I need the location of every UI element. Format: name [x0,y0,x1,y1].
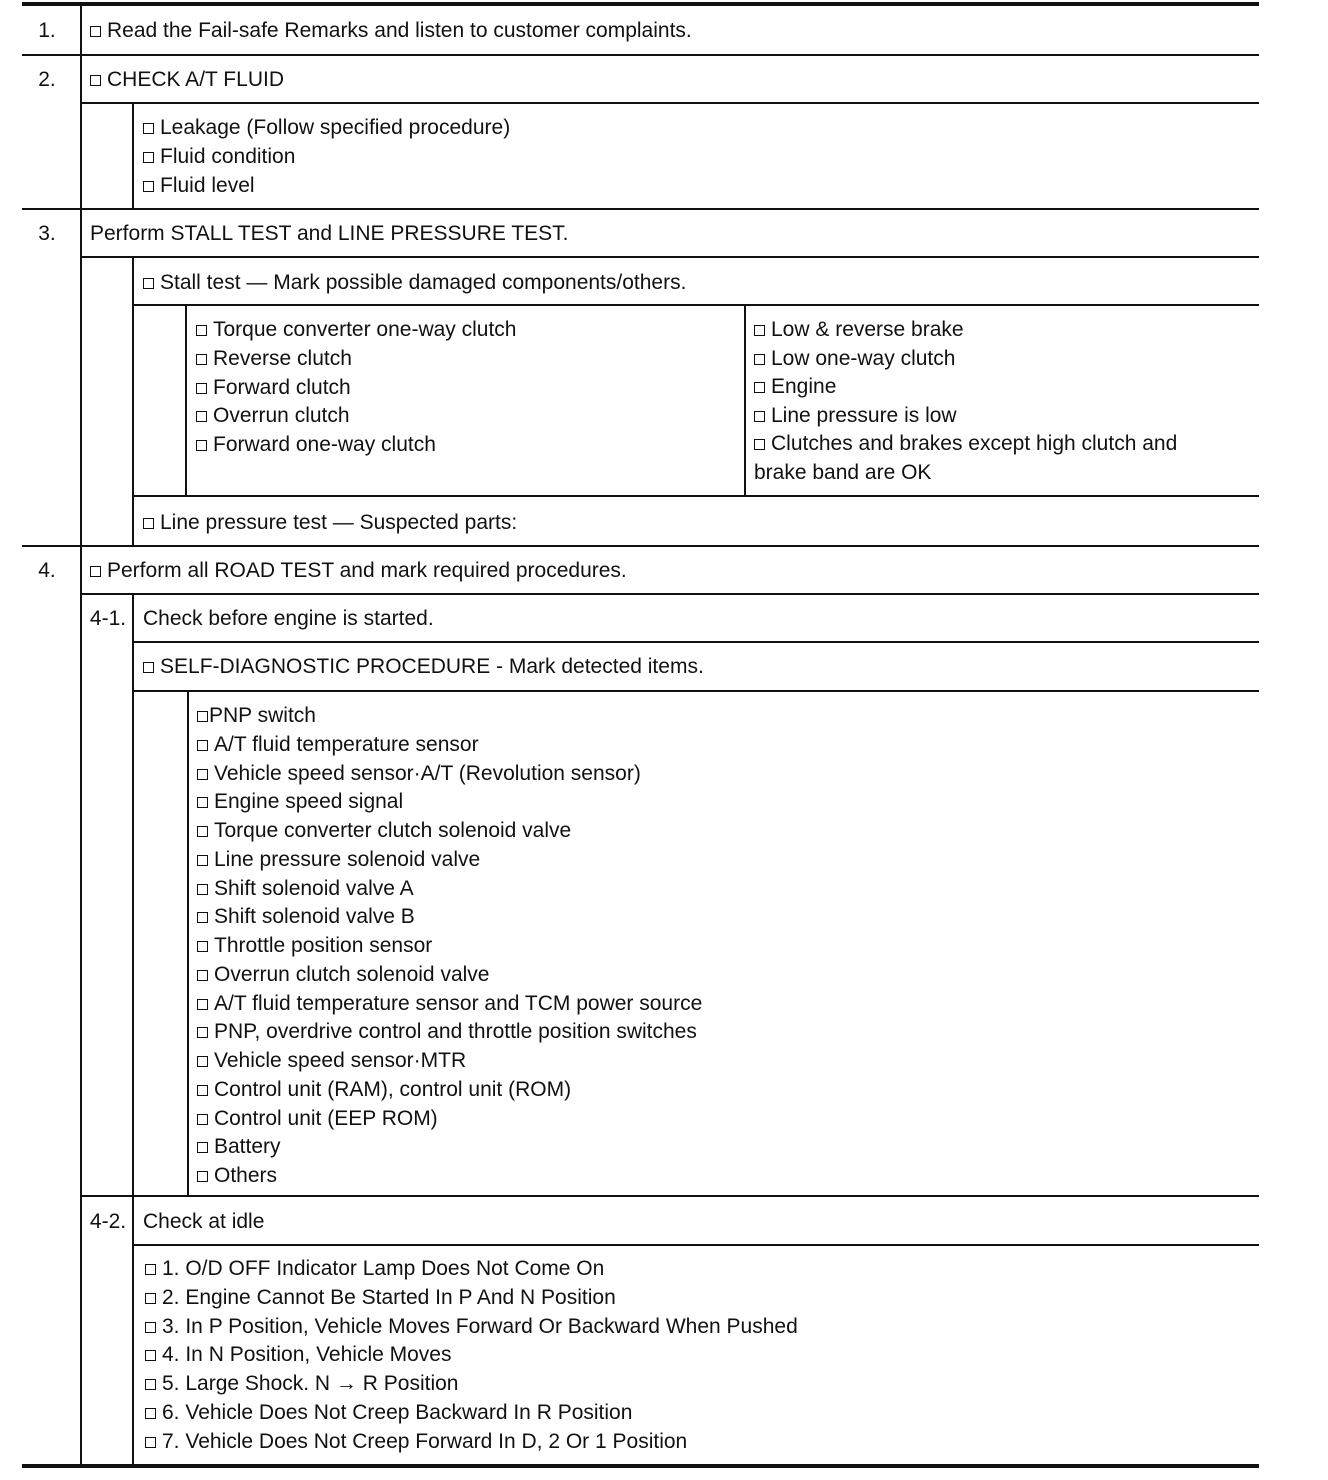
list-item[interactable]: Low one-way clutch [754,345,1177,374]
checkbox-icon[interactable] [143,152,154,163]
checkbox-icon[interactable] [143,123,154,134]
list-item[interactable]: Reverse clutch [196,345,517,374]
list-item[interactable]: Shift solenoid valve B [197,903,702,932]
rule-3-4 [22,545,1259,547]
checkbox-icon[interactable] [145,1293,156,1304]
self-diagnostic-list [197,702,702,1191]
list-item[interactable]: Fluid condition [143,143,510,172]
list-item[interactable]: Shift solenoid valve A [197,875,702,904]
checkbox-icon[interactable] [145,1379,156,1390]
checkbox-icon[interactable] [197,1142,208,1153]
row-2-text: CHECK A/T FLUID [107,68,284,91]
list-item[interactable]: 4. In N Position, Vehicle Moves [145,1341,798,1370]
rule-idle [134,1244,1259,1246]
rule-4-1 [82,593,1259,595]
list-item[interactable]: 6. Vehicle Does Not Creep Backward In R Position [145,1399,798,1428]
checkbox-icon[interactable] [197,826,208,837]
list-item[interactable]: Others [197,1162,702,1191]
list-item-continuation: brake band are OK [754,460,932,484]
sub-column-divider-3 [132,257,134,546]
list-item[interactable]: PNP, overdrive control and throttle position switches [197,1018,702,1047]
checkbox-icon[interactable] [197,711,208,722]
list-item[interactable]: A/T fluid temperature sensor and TCM power source [197,990,702,1019]
row-4-text: Perform all ROAD TEST and mark required procedures. [107,559,627,582]
checkbox-icon[interactable] [197,970,208,981]
checkbox-icon[interactable] [90,566,101,577]
checkbox-icon[interactable] [145,1322,156,1333]
row-number-2: 2. [38,68,56,91]
self-diag-indent-divider [187,691,189,1196]
list-item[interactable]: PNP switch [197,702,702,731]
list-item[interactable]: 7. Vehicle Does Not Creep Forward In D, 2 Or 1 Position [145,1428,798,1457]
checkbox-icon[interactable] [90,75,101,86]
checkbox-icon[interactable] [196,440,207,451]
checkbox-icon[interactable] [197,1056,208,1067]
checkbox-icon[interactable] [754,325,765,336]
list-item[interactable]: 3. In P Position, Vehicle Moves Forward Or Backward When Pushed [145,1313,798,1342]
row-4-item[interactable] [90,556,627,585]
rule-3-sub [82,256,1259,258]
checkbox-icon[interactable] [143,181,154,192]
checkbox-icon[interactable] [196,411,207,422]
row-1-item[interactable] [90,16,692,45]
list-item[interactable]: Torque converter one-way clutch [196,316,517,345]
subsection-4-2-text: Check at idle [143,1210,265,1233]
subsection-4-1-text: Check before engine is started. [143,607,434,630]
row-number-4: 4. [38,559,56,582]
row-2-item[interactable] [90,65,284,94]
list-item[interactable]: Battery [197,1133,702,1162]
checkbox-icon[interactable] [197,769,208,780]
stall-test-label: Stall test — Mark possible damaged components/others. [160,271,687,294]
checkbox-icon[interactable] [197,999,208,1010]
checkbox-icon[interactable] [196,354,207,365]
rule-self-diag-list [134,690,1259,692]
list-item[interactable]: Forward one-way clutch [196,431,517,460]
line-pressure-item[interactable] [143,508,517,537]
number-column-divider [80,4,82,1465]
checkbox-icon[interactable] [754,354,765,365]
bottom-border [22,1464,1259,1468]
fluid-check-list [143,114,510,200]
checkbox-icon[interactable] [145,1437,156,1448]
checkbox-icon[interactable] [143,518,154,529]
list-item[interactable]: 2. Engine Cannot Be Started In P And N Position [145,1284,798,1313]
list-item[interactable]: Engine speed signal [197,788,702,817]
row-1-text: Read the Fail-safe Remarks and listen to customer complaints. [107,19,692,42]
list-item[interactable]: Line pressure is low [754,402,1177,431]
sub-column-divider-4 [132,594,134,1465]
row-number-1: 1. [38,19,56,42]
checkbox-icon[interactable] [90,26,101,37]
stall-right-list [754,316,1177,487]
rule-self-diag [134,641,1259,643]
list-item[interactable]: Throttle position sensor [197,932,702,961]
list-item[interactable]: Engine [754,373,1177,402]
line-pressure-label: Line pressure test — Suspected parts: [160,511,518,534]
rule-stall-box [134,304,1259,306]
checkbox-icon[interactable] [197,1114,208,1125]
checkbox-icon[interactable] [196,325,207,336]
top-border [22,2,1259,6]
checkbox-icon[interactable] [197,1085,208,1096]
list-item[interactable]: Control unit (RAM), control unit (ROM) [197,1076,702,1105]
rule-1-2 [22,54,1259,56]
idle-check-list [145,1255,798,1456]
checkbox-icon[interactable] [197,740,208,751]
rule-line-pressure [134,495,1259,497]
list-item[interactable]: Fluid level [143,172,510,201]
list-item[interactable]: Leakage (Follow specified procedure) [143,114,510,143]
checkbox-icon[interactable] [143,278,154,289]
checkbox-icon[interactable] [197,855,208,866]
checkbox-icon[interactable] [196,383,207,394]
list-item[interactable]: Torque converter clutch solenoid valve [197,817,702,846]
list-item[interactable]: A/T fluid temperature sensor [197,731,702,760]
rule-2-3 [22,208,1259,210]
self-diagnostic-label: SELF-DIAGNOSTIC PROCEDURE - Mark detected items. [160,655,704,678]
checkbox-icon[interactable] [143,662,154,673]
list-item[interactable]: Vehicle speed sensor·A/T (Revolution sensor) [197,760,702,789]
list-item[interactable]: 5. Large Shock. N → R Position [145,1370,798,1399]
list-item[interactable]: Line pressure solenoid valve [197,846,702,875]
list-item[interactable]: Vehicle speed sensor·MTR [197,1047,702,1076]
stall-left-list [196,316,517,460]
sub-column-divider-2 [132,103,134,209]
checkbox-icon[interactable] [145,1350,156,1361]
checkbox-icon[interactable] [197,1171,208,1182]
checkbox-icon[interactable] [197,884,208,895]
subsection-number-4-2: 4-2. [89,1210,127,1233]
stall-indent-divider [185,305,187,496]
stall-column-divider [744,305,746,496]
checkbox-icon[interactable] [197,912,208,923]
rule-2-sub [82,102,1259,104]
checkbox-icon[interactable] [197,1027,208,1038]
checkbox-icon[interactable] [197,797,208,808]
list-item[interactable]: Forward clutch [196,374,517,403]
list-item[interactable]: Control unit (EEP ROM) [197,1105,702,1134]
self-diagnostic-item[interactable] [143,652,704,681]
checkbox-icon[interactable] [145,1408,156,1419]
subsection-number-4-1: 4-1. [89,607,127,630]
stall-test-item[interactable] [143,268,686,297]
checkbox-icon[interactable] [145,1264,156,1275]
list-item[interactable]: Clutches and brakes except high clutch and [754,430,1177,459]
checkbox-icon[interactable] [754,439,765,450]
checkbox-icon[interactable] [754,411,765,422]
list-item[interactable]: Overrun clutch [196,402,517,431]
row-number-3: 3. [38,222,56,245]
checkbox-icon[interactable] [197,941,208,952]
list-item[interactable]: Overrun clutch solenoid valve [197,961,702,990]
checkbox-icon[interactable] [754,382,765,393]
list-item[interactable]: 1. O/D OFF Indicator Lamp Does Not Come On [145,1255,798,1284]
row-3-text: Perform STALL TEST and LINE PRESSURE TEST. [90,222,569,245]
list-item[interactable]: Low & reverse brake [754,316,1177,345]
rule-4-2 [82,1195,1259,1197]
